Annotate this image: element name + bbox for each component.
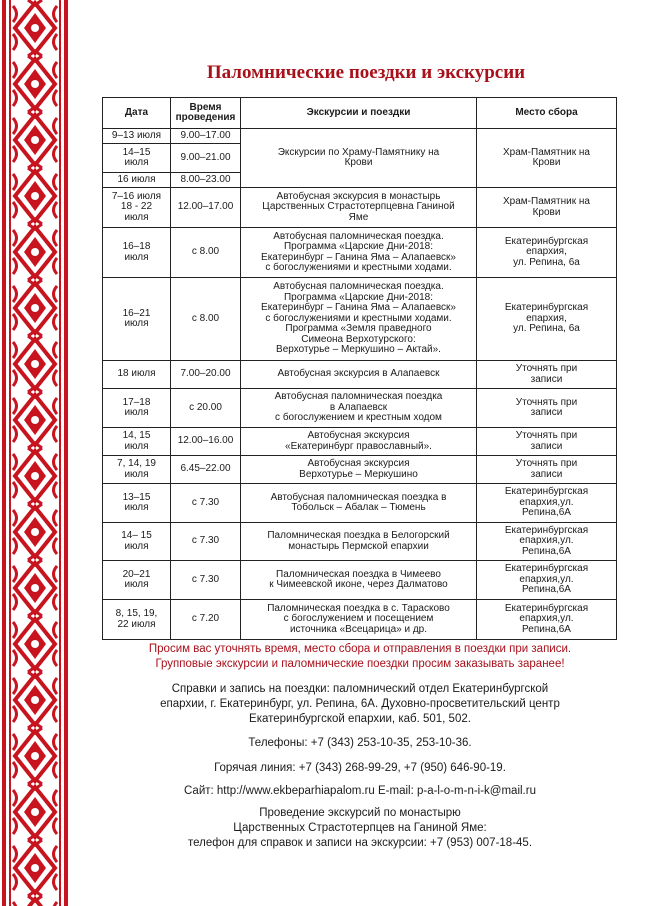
- schedule-table: [102, 97, 617, 640]
- excursion-cell: Паломническая поездка в с. Тарасково с богослужением и посещением источника «Всецарица» и др.: [241, 600, 477, 640]
- date-cell: 7–16 июля 18 - 22 июля: [103, 188, 171, 228]
- date-cell: 9–13 июля: [103, 129, 171, 144]
- excursion-cell: Автобусная экскурсия в Алапаевск: [241, 361, 477, 389]
- place-cell: Храм-Памятник на Крови: [477, 188, 617, 228]
- ganina-yama-info: Проведение экскурсий по монастырю Царственных Страстотерпцев на Ганиной Яме: телефон для справок и записи на экскурсии: +7 (953) 007-18-45.: [187, 807, 533, 849]
- time-cell: 7.00–20.00: [171, 361, 241, 389]
- excursion-cell: Автобусная паломническая поездка в Алапаевск с богослужением и крестным ходом: [241, 389, 477, 428]
- date-cell: 7, 14, 19 июля: [103, 456, 171, 484]
- table-row: [103, 361, 617, 389]
- excursion-cell: Паломническая поездка в Чимеево к Чимеевской иконе, через Далматово: [241, 561, 477, 600]
- page-title: Паломнические поездки и экскурсии: [206, 62, 526, 83]
- place-cell: Уточнять при записи: [477, 428, 617, 456]
- notice-line-1: Просим вас уточнять время, место сбора и отправления в поездки при записи.: [148, 643, 572, 655]
- table-row: [103, 484, 617, 523]
- table-row: [103, 228, 617, 278]
- excursion-cell: Автобусная экскурсия Верхотурье – Меркушино: [241, 456, 477, 484]
- table-row: [103, 188, 617, 228]
- time-cell: с 8.00: [171, 278, 241, 361]
- time-cell: с 7.30: [171, 561, 241, 600]
- date-cell: 14– 15 июля: [103, 523, 171, 561]
- table-row: [103, 523, 617, 561]
- table-header-row: [103, 98, 617, 129]
- notice-line-2: Групповые экскурсии и паломнические поездки просим заказывать заранее!: [155, 658, 565, 670]
- time-cell: с 7.30: [171, 484, 241, 523]
- website-email-info: Сайт: http://www.ekbeparhiapalom.ru E-mail: p-a-l-o-m-n-i-k@mail.ru: [184, 785, 536, 797]
- table-row: [103, 278, 617, 361]
- excursion-cell: Автобусная экскурсия в монастырь Царственных Страстотерпцевна Ганиной Яме: [241, 188, 477, 228]
- place-cell: Храм-Памятник на Крови: [477, 129, 617, 188]
- time-cell: 8.00–23.00: [171, 173, 241, 188]
- column-header-place: Место сбора: [477, 98, 617, 129]
- notice-block: [100, 642, 620, 672]
- table-row: [103, 389, 617, 428]
- time-cell: с 8.00: [171, 228, 241, 278]
- time-cell: 9.00–21.00: [171, 144, 241, 173]
- phones-info: Телефоны: +7 (343) 253-10-35, 253-10-36.: [248, 737, 472, 749]
- place-cell: Екатеринбургская епархия,ул. Репина,6А: [477, 561, 617, 600]
- excursion-cell: Паломническая поездка в Белогорский монастырь Пермской епархии: [241, 523, 477, 561]
- time-cell: с 20.00: [171, 389, 241, 428]
- time-cell: 9.00–17.00: [171, 129, 241, 144]
- date-cell: 16–21 июля: [103, 278, 171, 361]
- red-folk-ornament-icon: [0, 0, 70, 906]
- place-cell: Екатеринбургская епархия, ул. Репина, 6а: [477, 278, 617, 361]
- date-cell: 18 июля: [103, 361, 171, 389]
- table-row: [103, 600, 617, 640]
- table-row: [103, 561, 617, 600]
- place-cell: Екатеринбургская епархия, ул. Репина, 6а: [477, 228, 617, 278]
- column-header-time: Время проведения: [171, 98, 241, 129]
- excursion-cell: Автобусная паломническая поездка. Программа «Царские Дни-2018: Екатеринбург – Ганина Яма – Алапаевск» с богослужениями и крестными ходами. Программа «Земля праведного Симеона Верхотурского: Верхотурье – Меркушино – Актай».: [241, 278, 477, 361]
- table-row: [103, 428, 617, 456]
- place-cell: Екатеринбургская епархия,ул. Репина,6А: [477, 484, 617, 523]
- date-cell: 8, 15, 19, 22 июля: [103, 600, 171, 640]
- place-cell: Уточнять при записи: [477, 389, 617, 428]
- column-header-date: Дата: [103, 98, 171, 129]
- booking-info: Справки и запись на поездки: паломнический отдел Екатеринбургской епархии, г. Екатеринбург, ул. Репина, 6А. Духовно-просветительский центр Екатеринбургской епархии, каб. 501, 502.: [160, 683, 560, 725]
- time-cell: 6.45–22.00: [171, 456, 241, 484]
- hotline-info: Горячая линия: +7 (343) 268-99-29, +7 (950) 646-90-19.: [214, 762, 506, 774]
- place-cell: Уточнять при записи: [477, 456, 617, 484]
- excursion-cell: Автобусная паломническая поездка. Программа «Царские Дни-2018: Екатеринбург – Ганина Яма – Алапаевск» с богослужениями и крестными ходами.: [241, 228, 477, 278]
- excursion-cell: Автобусная экскурсия «Екатеринбург православный».: [241, 428, 477, 456]
- table-row: [103, 129, 617, 144]
- time-cell: 12.00–16.00: [171, 428, 241, 456]
- time-cell: 12.00–17.00: [171, 188, 241, 228]
- excursion-cell: Экскурсии по Храму-Памятнику на Крови: [241, 129, 477, 188]
- date-cell: 16 июля: [103, 173, 171, 188]
- date-cell: 14–15 июля: [103, 144, 171, 173]
- time-cell: с 7.20: [171, 600, 241, 640]
- column-header-excursion: Экскурсии и поездки: [241, 98, 477, 129]
- date-cell: 20–21 июля: [103, 561, 171, 600]
- time-cell: с 7.30: [171, 523, 241, 561]
- place-cell: Уточнять при записи: [477, 361, 617, 389]
- place-cell: Екатеринбургская епархия,ул. Репина,6А: [477, 600, 617, 640]
- date-cell: 13–15 июля: [103, 484, 171, 523]
- place-cell: Екатеринбургская епархия,ул. Репина,6А: [477, 523, 617, 561]
- date-cell: 16–18 июля: [103, 228, 171, 278]
- table-row: [103, 456, 617, 484]
- excursion-cell: Автобусная паломническая поездка в Тобольск – Абалак – Тюмень: [241, 484, 477, 523]
- date-cell: 14, 15 июля: [103, 428, 171, 456]
- date-cell: 17–18 июля: [103, 389, 171, 428]
